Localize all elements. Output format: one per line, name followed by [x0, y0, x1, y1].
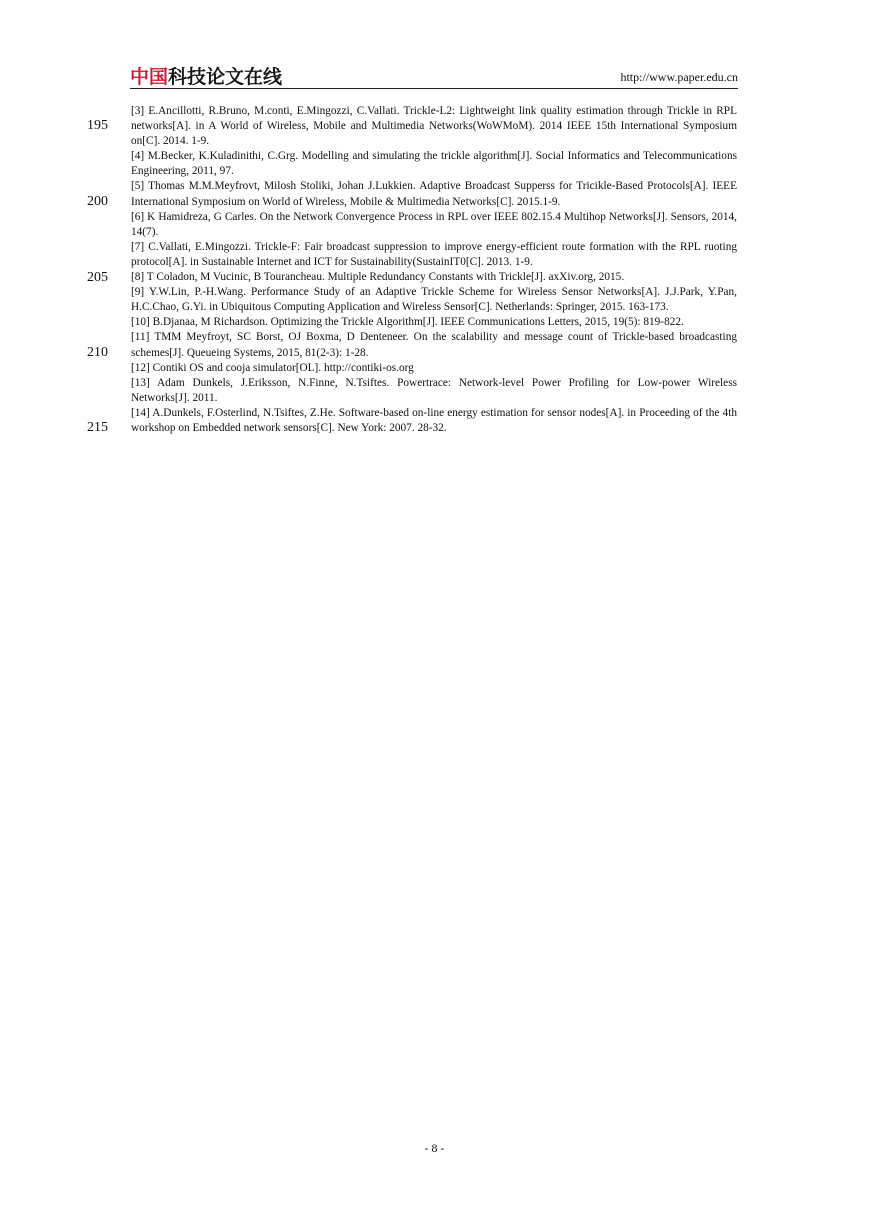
site-logo: [130, 62, 282, 88]
reference-list: [131, 104, 737, 436]
line-number: 195: [87, 118, 108, 133]
reference-item: [3] E.Ancillotti, R.Bruno, M.conti, E.Mingozzi, C.Vallati. Trickle-L2: Lightweight link quality estimation through Trickle in RPL networks[A]. in A World of Wireless, Mobile and Multimedia Networks(WoWMoM). 2014 IEEE 15th International Symposium on[C]. 2014. 1-9.: [131, 105, 737, 148]
header-url: http://www.paper.edu.cn: [620, 70, 738, 84]
page-number: - 8 -: [424, 1141, 445, 1155]
reference-item: [11] TMM Meyfroyt, SC Borst, OJ Boxma, D Denteneer. On the scalability and message count of Trickle-based broadcasting schemes[J]. Queueing Systems, 2015, 81(2-3): 1-28.: [131, 331, 737, 359]
page-header: [130, 62, 738, 89]
line-number: 205: [87, 270, 108, 285]
reference-item: [8] T Coladon, M Vucinic, B Tourancheau. Multiple Redundancy Constants with Trickle[J]. axXiv.org, 2015.: [131, 271, 625, 284]
reference-item: [10] B.Djanaa, M Richardson. Optimizing the Trickle Algorithm[J]. IEEE Communications Letters, 2015, 19(5): 819-822.: [131, 316, 684, 329]
reference-item: [4] M.Becker, K.Kuladinithi, C.Grg. Modelling and simulating the trickle algorithm[J]. Social Informatics and Telecommunications Engineering, 2011, 97.: [131, 150, 737, 178]
reference-item: [9] Y.W.Lin, P.-H.Wang. Performance Study of an Adaptive Trickle Scheme for Wireless Sensor Networks[A]. J.J.Park, Y.Pan, H.C.Chao, G.Yi. in Ubiquitous Computing Application and Wireless Sensor[C]. Netherlands: Springer, 2015. 163-173.: [131, 286, 737, 314]
reference-item: [12] Contiki OS and cooja simulator[OL]. http://contiki-os.org: [131, 361, 414, 374]
reference-item: [13] Adam Dunkels, J.Eriksson, N.Finne, N.Tsiftes. Powertrace: Network-level Power Profiling for Low-power Wireless Networks[J]. 2011.: [131, 376, 737, 404]
reference-item: [5] Thomas M.M.Meyfrovt, Milosh Stoliki, Johan J.Lukkien. Adaptive Broadcast Supperss for Tricikle-Based Protocols[A]. IEEE International Symposium on World of Wireless, Mobile & Multimedia Networks[C]. 2015.1-9.: [131, 180, 737, 208]
logo-text-red: 中国: [130, 66, 169, 88]
line-number: 200: [87, 194, 108, 209]
line-number: 215: [87, 420, 108, 435]
reference-item: [7] C.Vallati, E.Mingozzi. Trickle-F: Fair broadcast suppression to improve energy-efficient route formation with the RPL ruoting protocol[A]. in Sustainable Internet and ICT for Sustainability(SustainIT0[C]. 2013. 1-9.: [131, 240, 737, 268]
logo-text-black: 科技论文在线: [168, 66, 283, 88]
line-number: 210: [87, 345, 108, 360]
reference-item: [6] K Hamidreza, G Carles. On the Network Convergence Process in RPL over IEEE 802.15.4 Multihop Networks[J]. Sensors, 2014, 14(7).: [131, 210, 737, 238]
reference-item: [14] A.Dunkels, F.Osterlind, N.Tsiftes, Z.He. Software-based on-line energy estimation for sensor nodes[A]. in Proceeding of the 4th workshop on Embedded network sensors[C]. New York: 2007. 28-32.: [131, 406, 737, 434]
